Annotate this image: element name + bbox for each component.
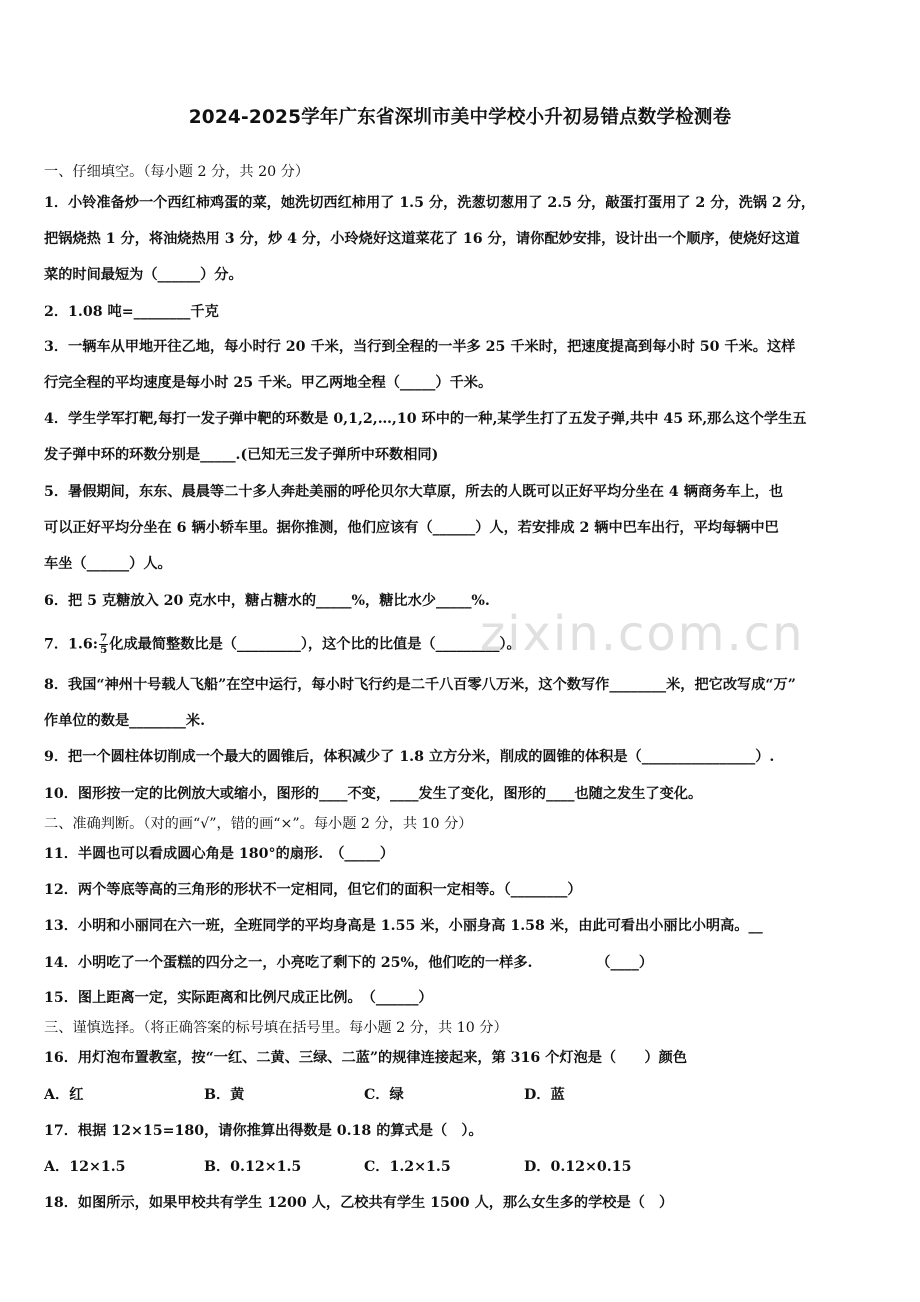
question-5-line-3: 车坐（______）人。 (44, 556, 172, 572)
question-14: 14．小明吃了一个蛋糕的四分之一，小亮吃了剩下的 25%，他们吃的一样多. （____） (44, 955, 654, 971)
question-4-line-2: 发子弹中环的环数分别是_____.(已知无三发子弹所中环数相同) (44, 447, 439, 463)
question-17: 17．根据 12×15=180，请你推算出得数是 0.18 的算式是（ ）。 (44, 1123, 483, 1139)
question-17-option-a: A．12×1.5 (44, 1159, 126, 1175)
question-1-line-3: 菜的时间最短为（______）分。 (44, 267, 243, 283)
question-1-line-2: 把锅烧热 1 分，将油烧热用 3 分，炒 4 分，小玲烧好这道菜花了 16 分，请你配妙安排，设计出一个顺序，使烧好这道 (44, 231, 800, 247)
question-16-option-c: C．绿 (364, 1087, 404, 1103)
question-7-prefix: 7．1.6: (44, 636, 98, 653)
question-17-option-c: C．1.2×1.5 (364, 1159, 451, 1175)
fraction-numerator: 7 (99, 632, 108, 644)
question-16-option-b: B．黄 (204, 1087, 245, 1103)
fraction-denominator: 5 (99, 644, 108, 656)
question-8-line-1: 8．我国“神州十号载人飞船”在空中运行，每小时飞行约是二千八百零八万米，这个数写作________米，把它改写成“万” (44, 677, 796, 693)
page-title: 2024-2025学年广东省深圳市美中学校小升初易错点数学检测卷 (188, 107, 732, 128)
question-17-option-d: D．0.12×0.15 (524, 1159, 632, 1175)
question-11: 11．半圆也可以看成圆心角是 180°的扇形. （_____） (44, 846, 395, 862)
question-1-line-1: 1．小铃准备炒一个西红柿鸡蛋的菜，她洗切西红柿用了 1.5 分，洗葱切葱用了 2.5 分，敲蛋打蛋用了 2 分，洗锅 2 分， (44, 195, 816, 211)
question-2: 2．1.08 吨=________千克 (44, 304, 219, 320)
question-3-line-1: 3．一辆车从甲地开往乙地，每小时行 20 千米，当行到全程的一半多 25 千米时，把速度提高到每小时 50 千米。这样 (44, 339, 796, 355)
question-10: 10．图形按一定的比例放大或缩小，图形的____不变，____发生了变化，图形的____也随之发生了变化。 (44, 786, 703, 802)
question-8-line-2: 作单位的数是________米. (44, 713, 206, 729)
question-16-option-a: A．红 (44, 1087, 84, 1103)
question-5-line-1: 5．暑假期间，东东、晨晨等二十多人奔赴美丽的呼伦贝尔大草原，所去的人既可以正好平均分坐在 4 辆商务车上，也 (44, 484, 784, 500)
section-heading-2: 二、准确判断。（对的画“√”，错的画“×”。每小题 2 分，共 10 分） (44, 816, 473, 832)
section-heading-1: 一、仔细填空。（每小题 2 分，共 20 分） (44, 164, 310, 180)
question-12: 12．两个等底等高的三角形的形状不一定相同，但它们的面积一定相等。（________） (44, 882, 582, 898)
question-17-option-b: B．0.12×1.5 (204, 1159, 302, 1175)
question-18: 18．如图所示，如果甲校共有学生 1200 人，乙校共有学生 1500 人，那么女生多的学校是（ ） (44, 1195, 674, 1211)
fraction (99, 633, 108, 656)
watermark: zixin.com.cn (480, 606, 805, 662)
question-4-line-1: 4．学生学军打靶,每打一发子弹中靶的环数是 0,1,2,…,10 环中的一种,某学生打了五发子弹,共中 45 环,那么这个学生五 (44, 411, 807, 427)
question-7-suffix: 化成最简整数比是（_________），这个比的比值是（_________）。 (109, 636, 521, 653)
question-16: 16．用灯泡布置教室，按“一红、二黄、三绿、二蓝”的规律连接起来，第 316 个灯泡是（ ）颜色 (44, 1050, 688, 1066)
question-16-option-d: D．蓝 (524, 1087, 565, 1103)
question-5-line-2: 可以正好平均分坐在 6 辆小轿车里。据你推测，他们应该有（______）人，若安排成 2 辆中巴车出行，平均每辆中巴 (44, 520, 779, 536)
question-7 (44, 633, 521, 656)
question-3-line-2: 行完全程的平均速度是每小时 25 千米。甲乙两地全程（_____）千米。 (44, 375, 493, 391)
question-13: 13．小明和小丽同在六一班，全班同学的平均身高是 1.55 米，小丽身高 1.58 米，由此可看出小丽比小明高。__ (44, 918, 763, 934)
question-15: 15．图上距离一定，实际距离和比例尺成正比例。 （______） (44, 990, 433, 1006)
question-9: 9．把一个圆柱体切削成一个最大的圆锥后，体积减少了 1.8 立方分米，削成的圆锥的体积是（________________）. (44, 749, 775, 765)
section-heading-3: 三、谨慎选择。（将正确答案的标号填在括号里。每小题 2 分，共 10 分） (44, 1020, 508, 1036)
question-6: 6．把 5 克糖放入 20 克水中，糖占糖水的_____%，糖比水少_____%. (44, 593, 490, 609)
